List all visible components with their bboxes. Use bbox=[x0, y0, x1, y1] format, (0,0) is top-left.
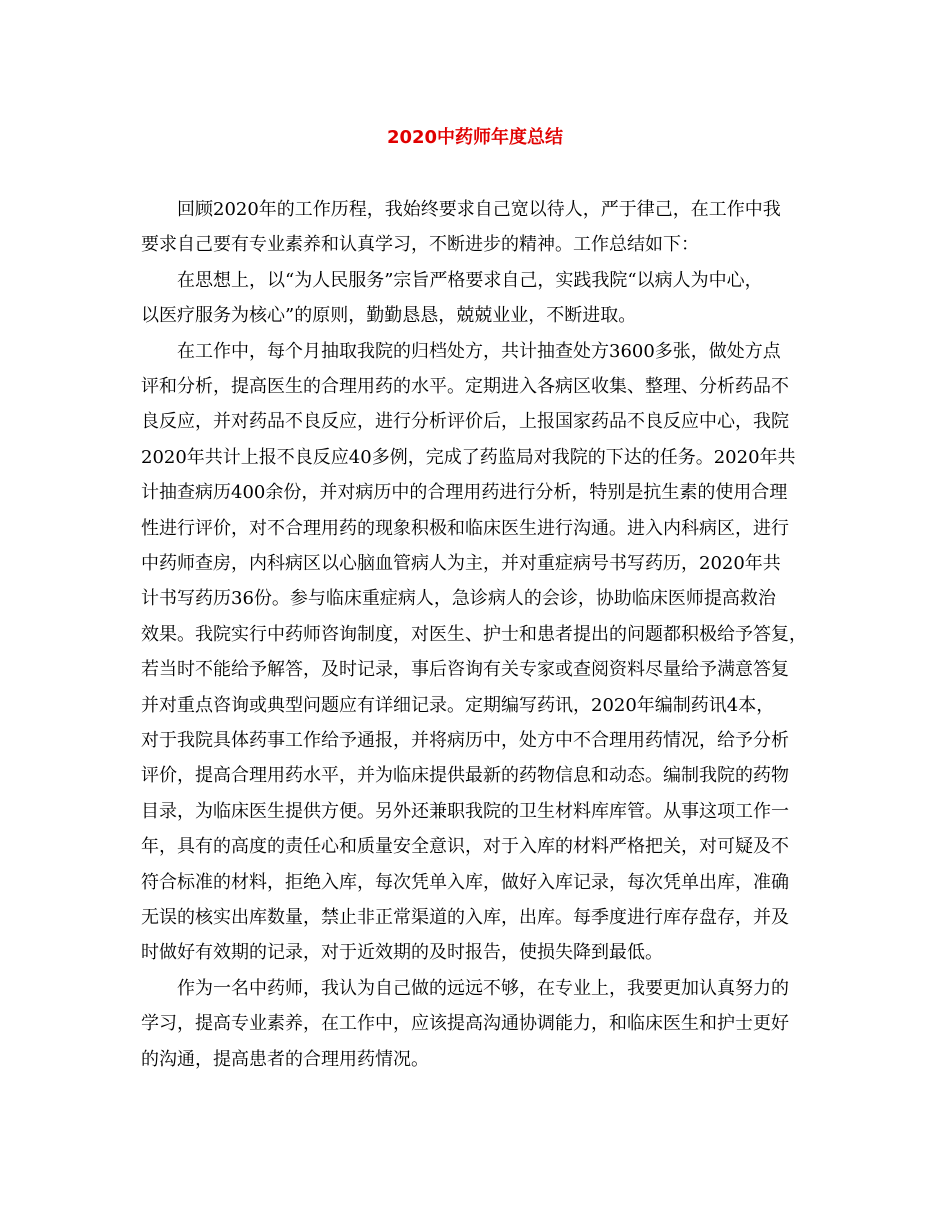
paragraph-line: 学习，提高专业素养，在工作中，应该提高沟通协调能力，和临床医生和护士更好 bbox=[141, 1013, 789, 1034]
paragraph-line: 回顾2020年的工作历程，我始终要求自己宽以待人，严于律己，在工作中我 bbox=[177, 199, 781, 220]
paragraph-line: 2020年共计上报不良反应40多例，完成了药监局对我院的下达的任务。2020年共 bbox=[141, 447, 796, 468]
document-title: 2020中药师年度总结 bbox=[386, 127, 564, 148]
paragraph-line: 效果。我院实行中药师咨询制度，对医生、护士和患者提出的问题都积极给予答复， bbox=[141, 624, 807, 645]
paragraph-line: 对于我院具体药事工作给予通报，并将病历中，处方中不合理用药情况，给予分析 bbox=[141, 730, 789, 751]
paragraph-line: 的沟通，提高患者的合理用药情况。 bbox=[141, 1049, 429, 1070]
paragraph-line: 计书写药历36份。参与临床重症病人，急诊病人的会诊，协助临床医师提高救治 bbox=[141, 588, 776, 609]
paragraph-line: 性进行评价，对不合理用药的现象积极和临床医生进行沟通。进入内科病区，进行 bbox=[141, 518, 789, 539]
paragraph-line: 评和分析，提高医生的合理用药的水平。定期进入各病区收集、整理、分析药品不 bbox=[141, 376, 789, 397]
paragraph-line: 符合标准的材料，拒绝入库，每次凭单入库，做好入库记录，每次凭单出库，准确 bbox=[141, 872, 789, 893]
paragraph-line: 作为一名中药师，我认为自己做的远远不够，在专业上，我要更加认真努力的 bbox=[177, 978, 789, 999]
paragraph-line: 时做好有效期的记录，对于近效期的及时报告，使损失降到最低。 bbox=[141, 942, 663, 963]
paragraph-line: 在思想上，以“为人民服务”宗旨严格要求自己，实践我院“以病人为中心， bbox=[177, 270, 763, 291]
paragraph-line: 中药师查房，内科病区以心脑血管病人为主，并对重症病号书写药历，2020年共 bbox=[141, 553, 781, 574]
paragraph-line: 无误的核实出库数量，禁止非正常渠道的入库，出库。每季度进行库存盘存，并及 bbox=[141, 907, 789, 928]
paragraph-line: 良反应，并对药品不良反应，进行分析评价后，上报国家药品不良反应中心，我院 bbox=[141, 411, 789, 432]
paragraph-line: 并对重点咨询或典型问题应有详细记录。定期编写药讯，2020年编制药讯4本， bbox=[141, 695, 775, 716]
paragraph-line: 以医疗服务为核心”的原则，勤勤恳恳，兢兢业业，不断进取。 bbox=[141, 305, 637, 326]
paragraph-line: 评价，提高合理用药水平，并为临床提供最新的药物信息和动态。编制我院的药物 bbox=[141, 765, 789, 786]
paragraph-line: 年，具有的高度的责任心和质量安全意识，对于入库的材料严格把关，对可疑及不 bbox=[141, 836, 789, 857]
paragraph-line: 若当时不能给予解答，及时记录，事后咨询有关专家或查阅资料尽量给予满意答复 bbox=[141, 659, 789, 680]
paragraph-line: 在工作中，每个月抽取我院的归档处方，共计抽查处方3600多张，做处方点 bbox=[177, 341, 781, 362]
paragraph-line: 要求自己要有专业素养和认真学习，不断进步的精神。工作总结如下： bbox=[141, 234, 699, 255]
paragraph-line: 计抽查病历400余份，并对病历中的合理用药进行分析，特别是抗生素的使用合理 bbox=[141, 482, 788, 503]
paragraph-line: 目录，为临床医生提供方便。另外还兼职我院的卫生材料库库管。从事这项工作一 bbox=[141, 801, 789, 822]
